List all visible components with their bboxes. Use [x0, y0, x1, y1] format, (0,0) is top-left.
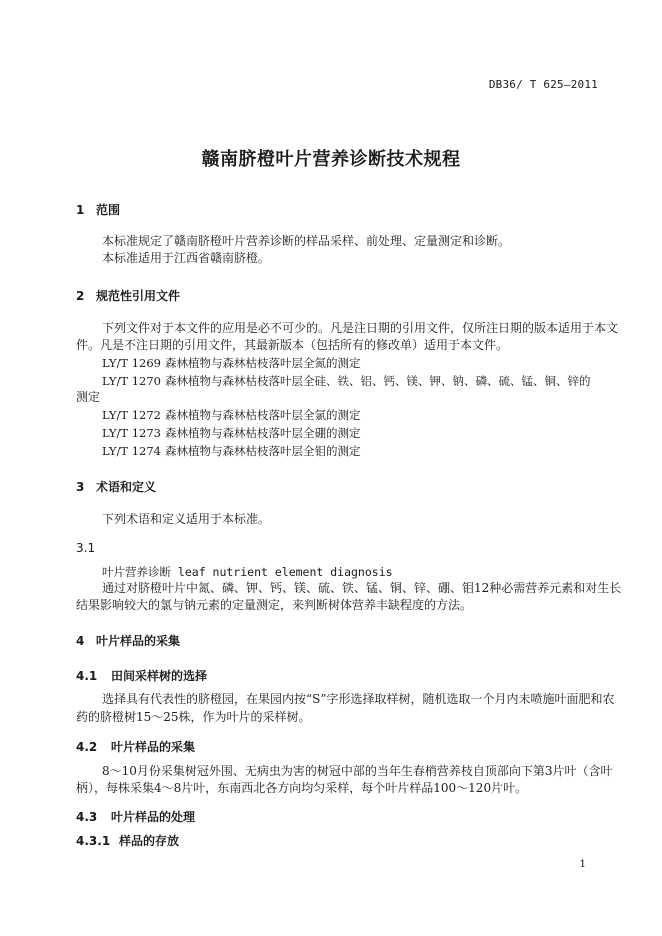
section-4-2-line-1: 8～10月份采集树冠外围、无病虫为害的树冠中部的当年生春梢营养枝自顶部向下第3片叶（含叶 — [102, 764, 613, 778]
reference-item — [102, 373, 591, 389]
reference-item — [102, 443, 361, 459]
reference-title: 森林植物与森林枯枝落叶层全硅、铁、铝、钙、镁、钾、钠、磷、硫、锰、铜、锌的 — [165, 374, 591, 388]
reference-code: LY/T 1273 — [102, 426, 161, 440]
section-number: 4.3 — [76, 810, 98, 824]
document-title: 赣南脐橙叶片营养诊断技术规程 — [201, 149, 461, 170]
section-3-heading — [76, 478, 156, 495]
section-title: 样品的存放 — [119, 834, 180, 848]
section-2-para-line-1: 下列文件对于本文件的应用是必不可少的。凡是注日期的引用文件，仅所注日期的版本适用于本文 — [102, 321, 619, 335]
section-title: 叶片样品的处理 — [111, 810, 196, 824]
section-2-heading — [76, 287, 180, 304]
section-number: 1 — [76, 203, 85, 217]
section-number: 4.1 — [76, 669, 98, 683]
section-title: 术语和定义 — [96, 480, 157, 494]
section-4-3-heading — [76, 808, 195, 825]
section-1-heading — [76, 201, 120, 218]
term-definition-line-2: 结果影响较大的氯与钠元素的定量测定，来判断树体营养丰缺程度的方法。 — [76, 598, 473, 612]
reference-continuation: 测定 — [76, 390, 101, 404]
reference-item — [102, 355, 361, 371]
term-definition-line-1: 通过对脐橙叶片中氮、磷、钾、钙、镁、硫、铁、锰、铜、锌、硼、钼12种必需营养元素和对生长 — [102, 581, 622, 595]
reference-title: 森林植物与森林枯枝落叶层全氮的测定 — [165, 356, 361, 370]
section-title: 叶片样品的采集 — [111, 740, 196, 754]
section-number: 4 — [76, 634, 85, 648]
section-4-2-heading — [76, 738, 195, 755]
reference-code: LY/T 1272 — [102, 408, 161, 422]
section-number: 2 — [76, 289, 85, 303]
page-number: 1 — [579, 858, 586, 870]
section-3-para: 下列术语和定义适用于本标准。 — [102, 512, 271, 526]
section-4-1-line-2: 药的脐橙树15～25株，作为叶片的采样树。 — [76, 710, 311, 724]
reference-title: 森林植物与森林枯枝落叶层全硼的测定 — [165, 426, 361, 440]
reference-title: 森林植物与森林枯枝落叶层全氯的测定 — [165, 408, 361, 422]
reference-item — [102, 407, 361, 423]
section-4-1-line-1: 选择具有代表性的脐橙园，在果园内按“S”字形选择取样树，随机选取一个月内未喷施叶面肥和农 — [102, 692, 615, 706]
reference-code: LY/T 1274 — [102, 444, 161, 458]
term-entry: 叶片营养诊断 leaf nutrient element diagnosis — [102, 565, 393, 579]
reference-code: LY/T 1270 — [102, 374, 161, 388]
reference-title: 森林植物与森林枯枝落叶层全钼的测定 — [165, 444, 361, 458]
section-title: 田间采样树的选择 — [111, 669, 208, 683]
section-title: 范围 — [96, 203, 121, 217]
section-title: 叶片样品的采集 — [96, 634, 181, 648]
section-number: 4.2 — [76, 740, 98, 754]
section-4-3-1-heading — [76, 832, 179, 849]
section-number: 4.3.1 — [76, 834, 111, 848]
standard-code: DB36/ T 625—2011 — [488, 78, 598, 91]
section-1-para-2: 本标准适用于江西省赣南脐橙。 — [102, 251, 271, 265]
section-title: 规范性引用文件 — [96, 289, 181, 303]
section-2-para-line-2: 件。凡是不注日期的引用文件，其最新版本（包括所有的修改单）适用于本文件。 — [76, 338, 509, 352]
section-1-para-1: 本标准规定了赣南脐橙叶片营养诊断的样品采样、前处理、定量测定和诊断。 — [102, 234, 511, 248]
section-4-heading — [76, 632, 180, 649]
reference-item — [102, 425, 361, 441]
section-number: 3 — [76, 480, 85, 494]
section-4-1-heading — [76, 667, 207, 684]
section-4-2-line-2: 柄），每株采集4～8片叶，东南西北各方向均匀采样，每个叶片样品100～120片叶。 — [76, 781, 528, 795]
reference-code: LY/T 1269 — [102, 356, 161, 370]
section-3-1-number: 3.1 — [76, 541, 96, 555]
